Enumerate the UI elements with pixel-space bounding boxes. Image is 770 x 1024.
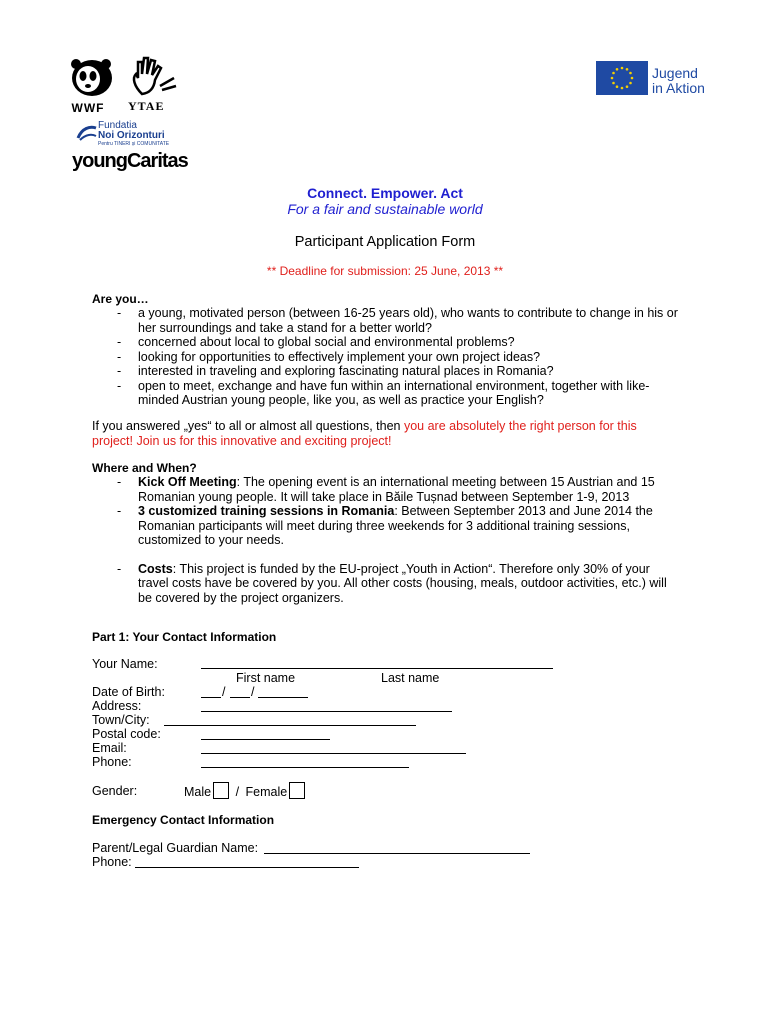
dob-slash: / (251, 685, 255, 699)
list-item (92, 504, 682, 548)
list-item: - concerned about local to global social and environmental problems? (92, 335, 682, 350)
ytae-logo (124, 56, 180, 113)
name-field[interactable] (201, 668, 553, 669)
emergency-phone-label: Phone: (92, 855, 132, 869)
swoosh-icon (76, 124, 98, 142)
gender-label: Gender: (92, 784, 138, 798)
name-label: Your Name: (92, 657, 158, 671)
wwf-logo (68, 58, 116, 115)
item-text: : Between September 2013 and June 2014 the Romanian participants will meet during three weekends for 3 additional training sessions, customized to your needs. (138, 504, 653, 547)
eu-logo (596, 61, 726, 97)
guardian-label: Parent/Legal Guardian Name: (92, 841, 259, 855)
part1-heading: Part 1: Your Contact Information (92, 630, 277, 644)
male-label: Male (184, 785, 212, 799)
answer-paragraph (92, 419, 672, 448)
address-field[interactable] (201, 711, 452, 712)
are-you-list (92, 306, 682, 408)
item-bold: 3 customized training sessions in Romania (138, 504, 395, 518)
where-when-section (92, 461, 682, 605)
gender-separator: / (235, 785, 240, 799)
hand-icon (124, 56, 180, 96)
list-item: - looking for opportunities to effectively implement your own project ideas? (92, 350, 682, 365)
phone-field[interactable] (201, 767, 409, 768)
fundatia-logo (76, 120, 196, 148)
email-label: Email: (92, 741, 127, 755)
item-text: : The opening event is an international meeting between 15 Austrian and 15 Romanian young people. It will take place in Băile Tușnad between September 1-9, 2013 (138, 475, 655, 504)
eu-flag-icon (596, 61, 648, 95)
town-label: Town/City: (92, 713, 150, 727)
dob-label: Date of Birth: (92, 685, 165, 699)
sub-slogan: For a fair and sustainable world (287, 201, 483, 217)
address-label: Address: (92, 699, 142, 713)
list-item: - interested in traveling and exploring fascinating natural places in Romania? (92, 364, 682, 379)
list-item (92, 475, 682, 504)
phone-label: Phone: (92, 755, 132, 769)
item-bold: Kick Off Meeting (138, 475, 237, 489)
form-title: Participant Application Form (294, 234, 476, 250)
youngcaritas-logo: youngCaritas (72, 150, 188, 172)
item-bold: Costs (138, 561, 173, 576)
dob-month-field[interactable] (230, 697, 250, 698)
guardian-field[interactable] (264, 853, 530, 854)
answer-highlight: you are absolutely the right person for this project! Join us for this innovative and exciting project! (92, 419, 637, 448)
wwf-label: WWF (71, 101, 105, 115)
fundatia-line3: Pentru TINERI și COMUNITATE (98, 141, 170, 147)
eu-line2: in Aktion (652, 80, 705, 96)
list-item: - a young, motivated person (between 16-25 years old), who wants to contribute to change in his or her surroundings and take a stand for a better world? (92, 306, 682, 335)
postal-label: Postal code: (92, 727, 161, 741)
list-item: - open to meet, exchange and have fun within an international environment, together with like-minded Austrian young people, like you, as well as practice your English? (92, 379, 682, 408)
dob-day-field[interactable] (201, 697, 221, 698)
dob-year-field[interactable] (258, 697, 308, 698)
emergency-heading: Emergency Contact Information (92, 813, 275, 827)
emergency-phone-field[interactable] (135, 867, 359, 868)
eu-line1: Jugend (652, 65, 698, 81)
male-checkbox[interactable] (213, 782, 229, 799)
town-field[interactable] (164, 725, 416, 726)
are-you-section (92, 292, 682, 408)
deadline: ** Deadline for submission: 25 June, 2013 ** (266, 264, 504, 278)
where-when-heading: Where and When? (92, 461, 197, 475)
gender-options (184, 782, 305, 799)
last-name-caption: Last name (381, 671, 440, 685)
postal-field[interactable] (201, 739, 330, 740)
list-item (92, 562, 682, 606)
email-field[interactable] (201, 753, 466, 754)
fundatia-line1: Fundatia (98, 120, 137, 131)
answer-text: If you answered „yes“ to all or almost all questions, then (92, 419, 404, 433)
female-checkbox[interactable] (289, 782, 305, 799)
slogan: Connect. Empower. Act (307, 185, 463, 201)
panda-icon (68, 58, 116, 98)
dob-slash: / (222, 685, 226, 699)
where-when-list (92, 475, 682, 605)
ytae-label: YTAE (128, 99, 165, 113)
are-you-heading: Are you… (92, 292, 149, 306)
female-label: Female (245, 785, 288, 799)
fundatia-line2: Noi Orizonturi (98, 130, 165, 141)
first-name-caption: First name (236, 671, 296, 685)
item-text: : This project is funded by the EU-project „Youth in Action“. Therefore only 30% of your travel costs have be covered by you. All other costs (housing, meals, outdoor activities, etc.) will be covered by the project organizers. (138, 561, 667, 605)
